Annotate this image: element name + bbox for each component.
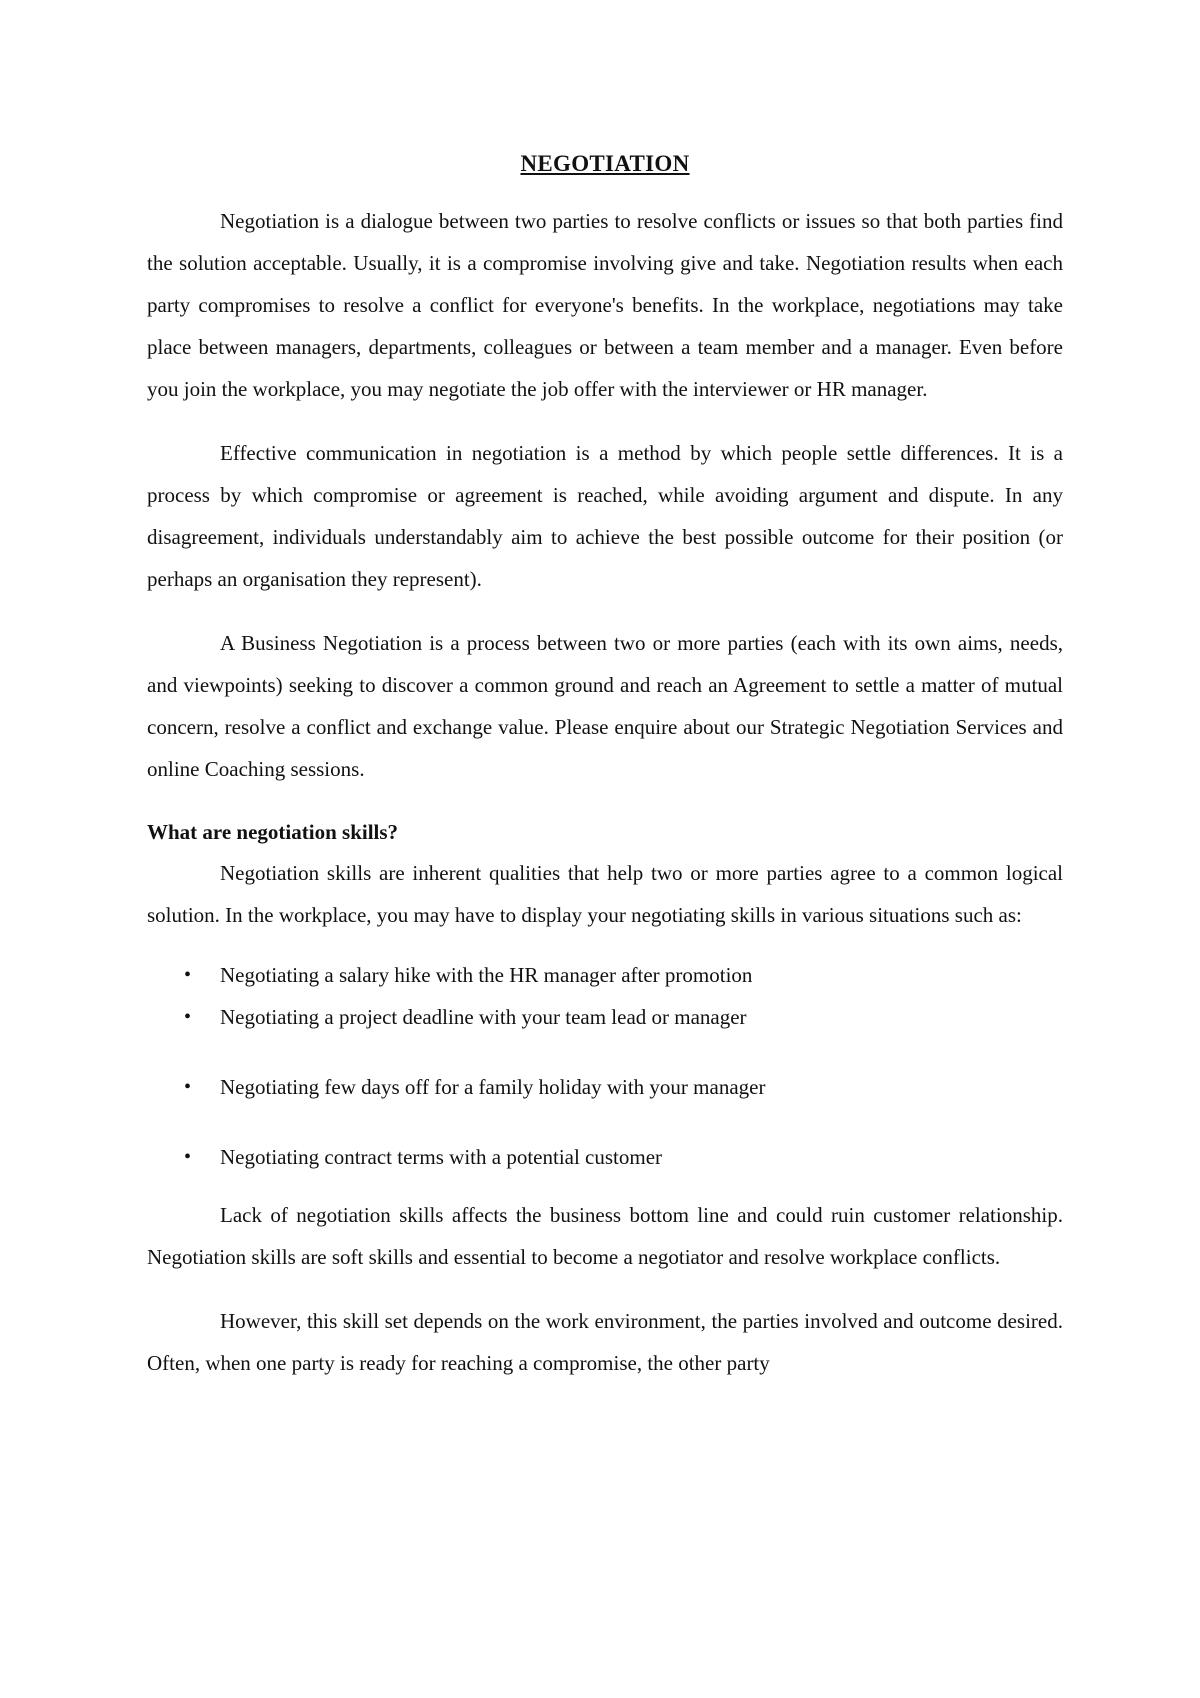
section-heading: What are negotiation skills? xyxy=(147,820,399,844)
document-title: NEGOTIATION xyxy=(520,151,690,176)
closing-paragraph-2: However, this skill set depends on the work environment, the parties involved and outcome desired. Often, when one party is ready for reaching a compromise, the other party xyxy=(147,1309,1063,1375)
intro-paragraph-2: Effective communication in negotiation is a method by which people settle differences. It is a process by which compromise or agreement is reached, while avoiding argument and dispute. In any disagreement, individuals understandably aim to achieve the best possible outcome for their position (or perhaps an organisation they represent). xyxy=(147,441,1063,591)
list-item-text: Negotiating a salary hike with the HR manager after promotion xyxy=(220,963,753,987)
intro-paragraph-3: A Business Negotiation is a process between two or more parties (each with its own aims, needs, and viewpoints) seeking to discover a common ground and reach an Agreement to settle a matter of mutual concern, resolve a conflict and exchange value. Please enquire about our Strategic Negotiation Services and online Coaching sessions. xyxy=(147,631,1063,781)
section-paragraph: Negotiation skills are inherent qualities that help two or more parties agree to a common logical solution. In the workplace, you may have to display your negotiating skills in various situations such as: xyxy=(147,861,1063,927)
document-page xyxy=(147,148,1063,1406)
bullet-icon: • xyxy=(184,1076,192,1098)
list-item xyxy=(147,954,1063,996)
list-item xyxy=(147,1136,1063,1178)
bullet-icon: • xyxy=(184,1146,192,1168)
intro-paragraph-1: Negotiation is a dialogue between two parties to resolve conflicts or issues so that both parties find the solution acceptable. Usually, it is a compromise involving give and take. Negotiation results when each party compromises to resolve a conflict for everyone's benefits. In the workplace, negotiations may take place between managers, departments, colleagues or between a team member and a manager. Even before you join the workplace, you may negotiate the job offer with the interviewer or HR manager. xyxy=(147,209,1063,401)
bullet-icon: • xyxy=(184,1006,192,1028)
list-item-text: Negotiating contract terms with a potential customer xyxy=(220,1145,663,1169)
bullet-list xyxy=(147,954,1063,1178)
list-item xyxy=(147,996,1063,1038)
closing-paragraph-1: Lack of negotiation skills affects the business bottom line and could ruin customer relationship. Negotiation skills are soft skills and essential to become a negotiator and resolve workplace conflicts. xyxy=(147,1203,1063,1269)
list-item-text: Negotiating few days off for a family holiday with your manager xyxy=(220,1075,766,1099)
list-item-text: Negotiating a project deadline with your team lead or manager xyxy=(220,1005,747,1029)
bullet-icon: • xyxy=(184,964,192,986)
list-item xyxy=(147,1066,1063,1108)
